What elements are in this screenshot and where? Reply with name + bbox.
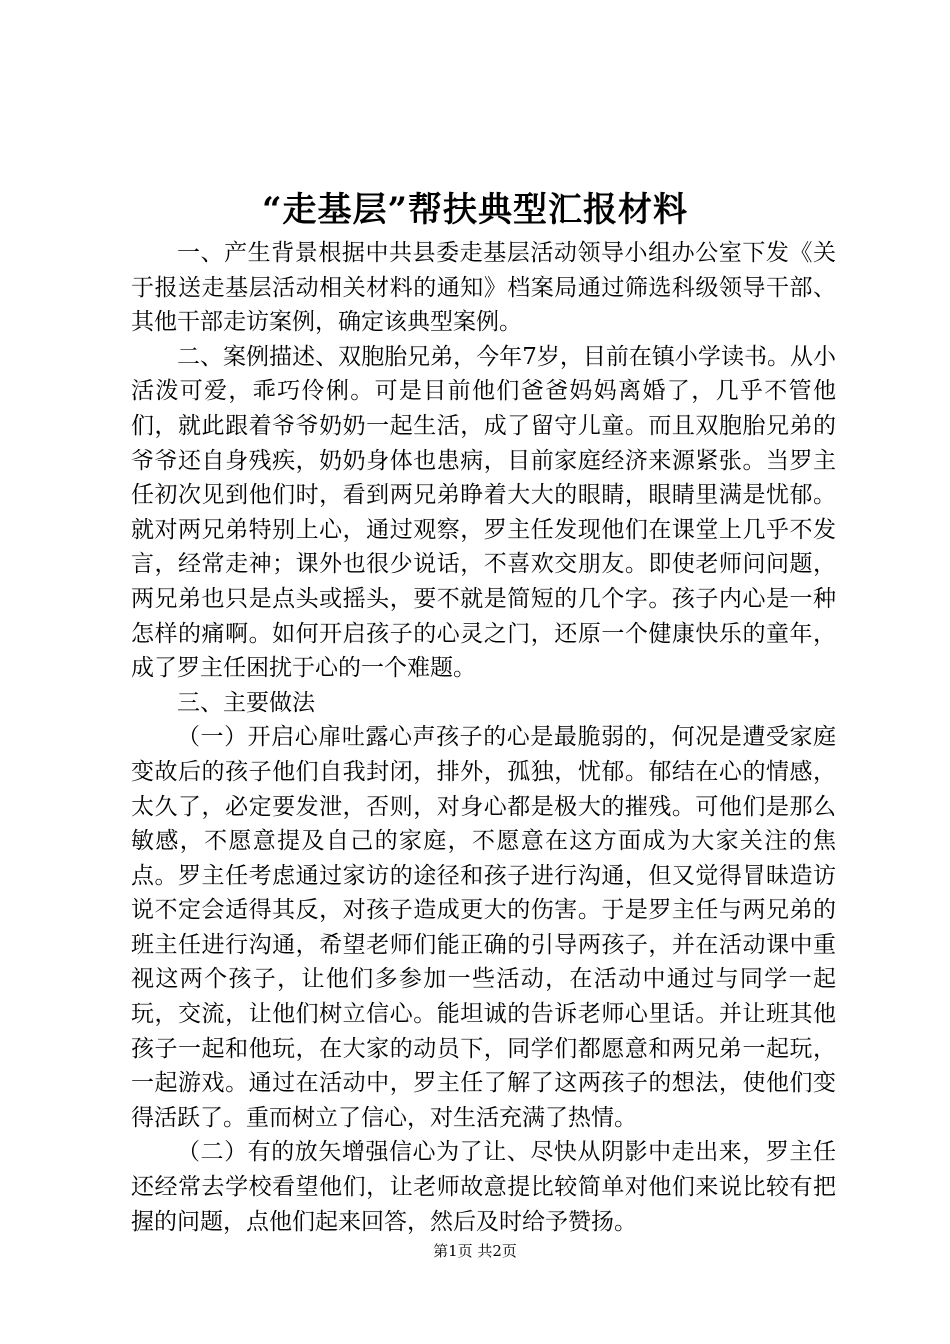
page-number-footer: 第1页 共2页 [433,1242,517,1260]
paragraph-case-description: 二、案例描述、双胞胎兄弟，今年7岁，目前在镇小学读书。从小活泼可爱，乖巧伶俐。可是目前他们爸爸妈妈离婚了，几乎不管他们，就此跟着爷爷奶奶一起生活，成了留守儿童。而且双胞胎兄弟的爷爷还自身残疾，奶奶身体也患病，目前家庭经济来源紧张。当罗主任初次见到他们时，看到两兄弟睁着大大的眼睛，眼睛里满是忧郁。就对两兄弟特别上心，通过观察，罗主任发现他们在课堂上几乎不发言，经常走神；课外也很少说话，不喜欢交朋友。即使老师问问题，两兄弟也只是点头或摇头，要不就是简短的几个字。孩子内心是一种怎样的痛啊。如何开启孩子的心灵之门，还原一个健康快乐的童年，成了罗主任困扰于心的一个难题。 [131,343,836,682]
document-title: “走基层”帮扶典型汇报材料 [261,190,689,230]
paragraph-background: 一、产生背景根据中共县委走基层活动领导小组办公室下发《关于报送走基层活动相关材料的通知》档案局通过筛选科级领导干部、其他干部走访案例，确定该典型案例。 [131,240,836,336]
document-body [131,236,836,1239]
section-heading-main-methods: 三、主要做法 [177,689,315,716]
paragraph-method-one: （一）开启心扉吐露心声孩子的心是最脆弱的，何况是遭受家庭变故后的孩子他们自我封闭，排外，孤独，忧郁。郁结在心的情感，太久了，必定要发泄，否则，对身心都是极大的摧残。可他们是那么敏感，不愿意提及自己的家庭，不愿意在这方面成为大家关注的焦点。罗主任考虑通过家访的途径和孩子进行沟通，但又觉得冒昧造访说不定会适得其反，对孩子造成更大的伤害。于是罗主任与两兄弟的班主任进行沟通，希望老师们能正确的引导两孩子，并在活动课中重视这两个孩子，让他们多参加一些活动，在活动中通过与同学一起玩，交流，让他们树立信心。能坦诚的告诉老师心里话。并让班其他孩子一起和他玩，在大家的动员下，同学们都愿意和两兄弟一起玩，一起游戏。通过在活动中，罗主任了解了这两孩子的想法，使他们变得活跃了。重而树立了信心，对生活充满了热情。 [131,724,836,1131]
paragraph-method-two: （二）有的放矢增强信心为了让、尽快从阴影中走出来，罗主任还经常去学校看望他们，让老师故意提比较简单对他们来说比较有把握的问题，点他们起来回答，然后及时给予赞扬。 [131,1139,836,1235]
